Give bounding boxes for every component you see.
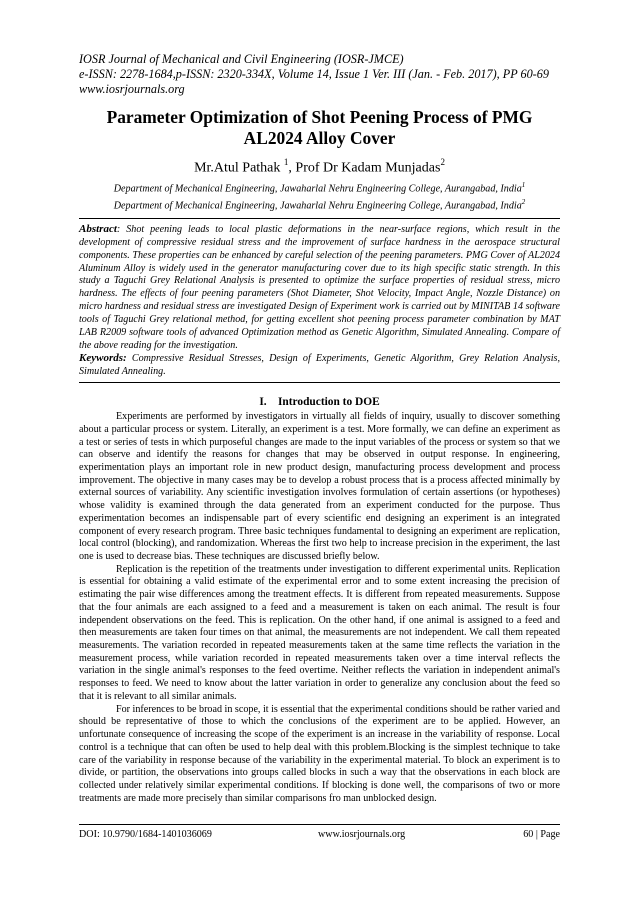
footer-site[interactable]: www.iosrjournals.org — [318, 829, 406, 840]
paper-page — [79, 52, 560, 805]
abstract-label: Abstract — [79, 222, 117, 235]
author-name: Mr.Atul Pathak — [194, 160, 281, 176]
keywords-label: Keywords: — [79, 352, 127, 365]
affiliation-mark: 2 — [440, 156, 445, 167]
journal-name: IOSR Journal of Mechanical and Civil Engineering (IOSR-JMCE) — [79, 52, 404, 66]
paragraph: Experiments are performed by investigators in virtually all fields of inquiry, usually to discover something about a particular process or system. Literally, an experiment is a test. More formally, we can define an experiment as a test or series of tests in which purposeful changes are made to the input variables of the process or system so that we can observe and identify the reasons for changes that may be observed in output response. In engineering, experimentation plays an important role in new product design, manufacturing process development and process improvement. The objective in many cases may be to develop a robust process that is a process affected minimally by external sources of variability. Any scientific investigation involves formulation of certain assertions (or hypotheses) whose validity is examined through the data generated from an experiment conducted for the purpose. Thus experimentation becomes an indispensable part of every scientific end designing an experiment is an integrated component of every research program. Three basic techniques fundamental to designing an experiment are replication, local control (blocking), and randomization. Whereas the first two help to increase precision in the experiment, the last one is used to decrease bias. These techniques are discussed briefly below. — [79, 411, 560, 563]
keywords-text: Compressive Residual Stresses, Design of Experiments, Genetic Algorithm, Grey Relation Analysis, Simulated Annealing. — [79, 353, 560, 378]
footer-divider — [79, 824, 560, 825]
abstract — [79, 223, 560, 352]
journal-header — [79, 52, 560, 98]
affiliation-text: Department of Mechanical Engineering, Jawaharlal Nehru Engineering College, Aurangabad, India — [113, 183, 522, 195]
paragraph: Replication is the repetition of the treatments under investigation to different experimental units. Replication is essential for obtaining a valid estimate of the experimental error and to some extent increasing the precision of estimating the pair wise differences among the treatment effects. It is different from repeated measurements. Suppose that the four animals are each assigned to a feed and a measurement is taken on each animal. The result is four independent observations on the feed. This is replication. On the other hand, if one animal is assigned to a feed and then measurements are taken four times on that animal, the measurements are not independent. We call them repeated measurements. The variation recorded in repeated measurements taken at the same time reflects the variation in the measurement process, while variation recorded in repeated measurements taken over a time interval reflects the variation in the single animal's responses to the feed overtime. Neither reflects the variation in independent animal's responses to feed. We need to know about the latter variation in order to generalize any conclusion about the feed so that it is relevant to all similar animals. — [79, 563, 560, 702]
affiliation — [79, 196, 560, 212]
affiliation-mark: 2 — [521, 197, 526, 206]
divider — [79, 382, 560, 383]
footer-doi: DOI: 10.9790/1684-1401036069 — [79, 829, 212, 840]
affiliation-mark: 1 — [283, 156, 289, 167]
affiliation-mark: 1 — [521, 181, 526, 190]
affiliation-text: Department of Mechanical Engineering, Jawaharlal Nehru Engineering College, Aurangabad, India — [113, 199, 522, 211]
divider — [79, 218, 560, 219]
journal-url[interactable]: www.iosrjournals.org — [79, 82, 185, 97]
affiliation — [79, 179, 560, 195]
journal-issn: e-ISSN: 2278-1684,p-ISSN: 2320-334X, Volume 14, Issue 1 Ver. III (Jan. - Feb. 2017), PP 60-69 — [79, 67, 549, 82]
keywords — [79, 352, 560, 379]
body-text — [79, 411, 560, 805]
page-number: 60 | Page — [523, 829, 560, 840]
abstract-text: : Shot peening leads to local plastic deformations in the near-surface regions, which result in the development of compressive residual stress and the improvement of surface hardness in the aerospace structural components. These properties can be enhanced by careful selection of the peening parameters. PMG Cover of AL2024 Aluminum Alloy is widely used in the generator manufacturing cover due to its high specific static strength. In this study a Taguchi Grey Relational Analysis is presented to optimize the surface properties of residual stress, micro hardness. The effects of four peening parameters (Shot Diameter, Shot Velocity, Impact Angle, Nozzle Distance) on micro hardness and residual stress are investigated Design of Experiment work is carried out by MINITAB 14 software tools of Taguchi Grey relational method, for getting excellent shot peening process parameter combination by MAT LAB R2009 software tools of advanced Optimization method as Genetic Algorithm, Simulated Annealing. Compare of the above reading for the investigation. — [79, 223, 560, 351]
paragraph: For inferences to be broad in scope, it is essential that the experimental conditions should be rather varied and should be representative of those to which the conclusions of the experiment are to be applied. However, an unfortunate consequence of increasing the scope of the experiment is an increase in the variability of response. Local control is a technique that can often be used to help deal with this problem.Blocking is the simplest technique to take care of the variability in response because of the variability in the experimental material. To block an experiment is to divide, or partition, the observations into groups called blocks in such a way that the observations in each block are collected under relatively similar experimental conditions. If blocking is done well, the comparisons of two or more treatments are made more precisely than similar comparisons fro man unblocked design. — [79, 703, 560, 804]
paper-title: Parameter Optimization of Shot Peening Process of PMG AL2024 Alloy Cover — [106, 106, 533, 148]
author-list — [79, 155, 560, 177]
affiliations — [79, 179, 560, 212]
author-separator: , — [288, 160, 296, 176]
section-heading: I. Introduction to DOE — [259, 396, 380, 409]
author-name: Prof Dr Kadam Munjadas — [295, 160, 441, 176]
